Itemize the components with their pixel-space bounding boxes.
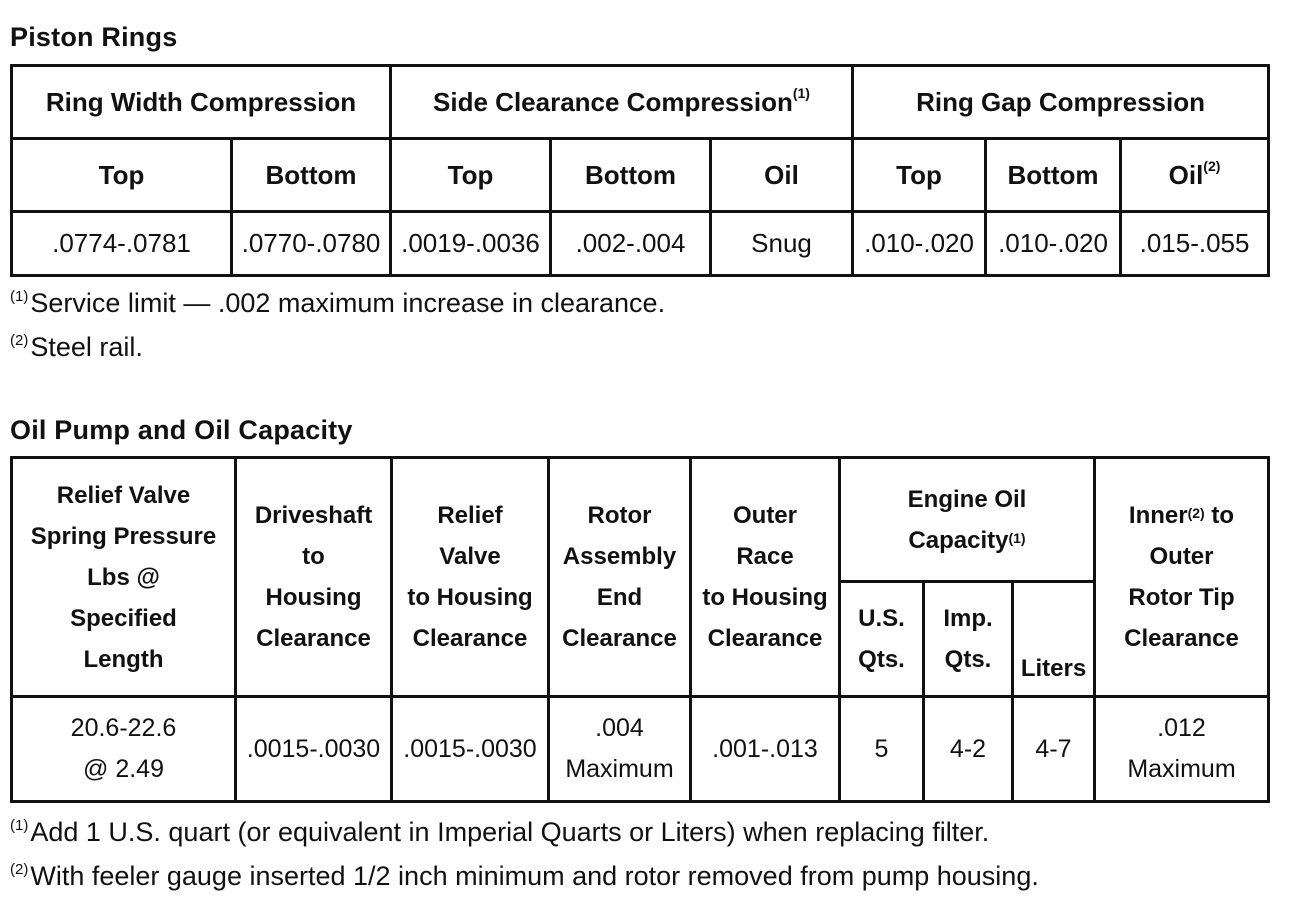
rg-top-value: .010-.020 [853, 212, 986, 276]
piston-values-row [12, 212, 1269, 276]
oil-pump-table [10, 456, 1270, 803]
sc-bottom-value: .002-.004 [551, 212, 711, 276]
inner-outer-value: .012 Maximum [1095, 697, 1269, 802]
driveshaft-header: Driveshaft to Housing Clearance [236, 458, 392, 697]
ring-gap-header: Ring Gap Compression [853, 66, 1269, 139]
rw-top-header: Top [12, 139, 232, 212]
us-qts-header: U.S. Qts. [840, 582, 924, 697]
piston-group-header-row [12, 66, 1269, 139]
piston-footnote-1: $^{(1)}$Service limit — .002 maximum increase in clearance. [10, 288, 666, 318]
relief-valve-header: Relief Valve to Housing Clearance [392, 458, 549, 697]
sc-oil-value: Snug [711, 212, 853, 276]
outer-race-header: Outer Race to Housing Clearance [691, 458, 840, 697]
rg-top-header: Top [853, 139, 986, 212]
oil-footnote-2: $^{(2)}$With feeler gauge inserted 1/2 inch minimum and rotor removed from pump housing. [10, 861, 1039, 891]
footnote-ref: (1) [1008, 529, 1026, 546]
relief-spring-header: Relief Valve Spring Pressure Lbs @ Specified Length [12, 458, 236, 697]
rg-oil-header: Oil$^{(2)}$ [1121, 139, 1269, 212]
rg-bottom-header: Bottom [986, 139, 1121, 212]
inner-outer-header: Inner$^{(2)}$ to Outer Rotor Tip Clearance [1095, 458, 1269, 697]
rw-bottom-header: Bottom [232, 139, 391, 212]
capacity-header: Engine Oil Capacity$^{(1)}$ [840, 458, 1095, 582]
oil-values-row [12, 697, 1269, 802]
side-clearance-header: Side Clearance Compression$^{(1)}$ [391, 66, 853, 139]
driveshaft-value: .0015-.0030 [236, 697, 392, 802]
liters-value: 4-7 [1013, 697, 1095, 802]
sc-top-header: Top [391, 139, 551, 212]
rw-top-value: .0774-.0781 [12, 212, 232, 276]
sc-top-value: .0019-.0036 [391, 212, 551, 276]
outer-race-value: .001-.013 [691, 697, 840, 802]
rg-bottom-value: .010-.020 [986, 212, 1121, 276]
ring-width-header: Ring Width Compression [12, 66, 391, 139]
oil-footnote-1: $^{(1)}$Add 1 U.S. quart (or equivalent in Imperial Quarts or Liters) when replacing filter. [10, 817, 990, 847]
footnote-ref: (2) [1203, 157, 1221, 174]
relief-valve-value: .0015-.0030 [392, 697, 549, 802]
imp-qts-header: Imp. Qts. [924, 582, 1013, 697]
rg-oil-value: .015-.055 [1121, 212, 1269, 276]
rotor-value: .004 Maximum [549, 697, 691, 802]
oil-pump-title: Oil Pump and Oil Capacity [10, 415, 353, 445]
piston-subheader-row [12, 139, 1269, 212]
footnote-ref: (1) [792, 84, 810, 101]
sc-oil-header: Oil [711, 139, 853, 212]
piston-footnote-2: $^{(2)}$Steel rail. [10, 332, 143, 362]
sc-bottom-header: Bottom [551, 139, 711, 212]
liters-header: Liters [1013, 582, 1095, 697]
piston-rings-table [10, 64, 1270, 277]
us-qts-value: 5 [840, 697, 924, 802]
footnote-ref: (2) [1187, 505, 1205, 521]
rw-bottom-value: .0770-.0780 [232, 212, 391, 276]
piston-rings-title: Piston Rings [10, 22, 178, 52]
imp-qts-value: 4-2 [924, 697, 1013, 802]
relief-spring-value: 20.6-22.6 @ 2.49 [12, 697, 236, 802]
oil-header-row [12, 458, 1269, 582]
rotor-header: Rotor Assembly End Clearance [549, 458, 691, 697]
